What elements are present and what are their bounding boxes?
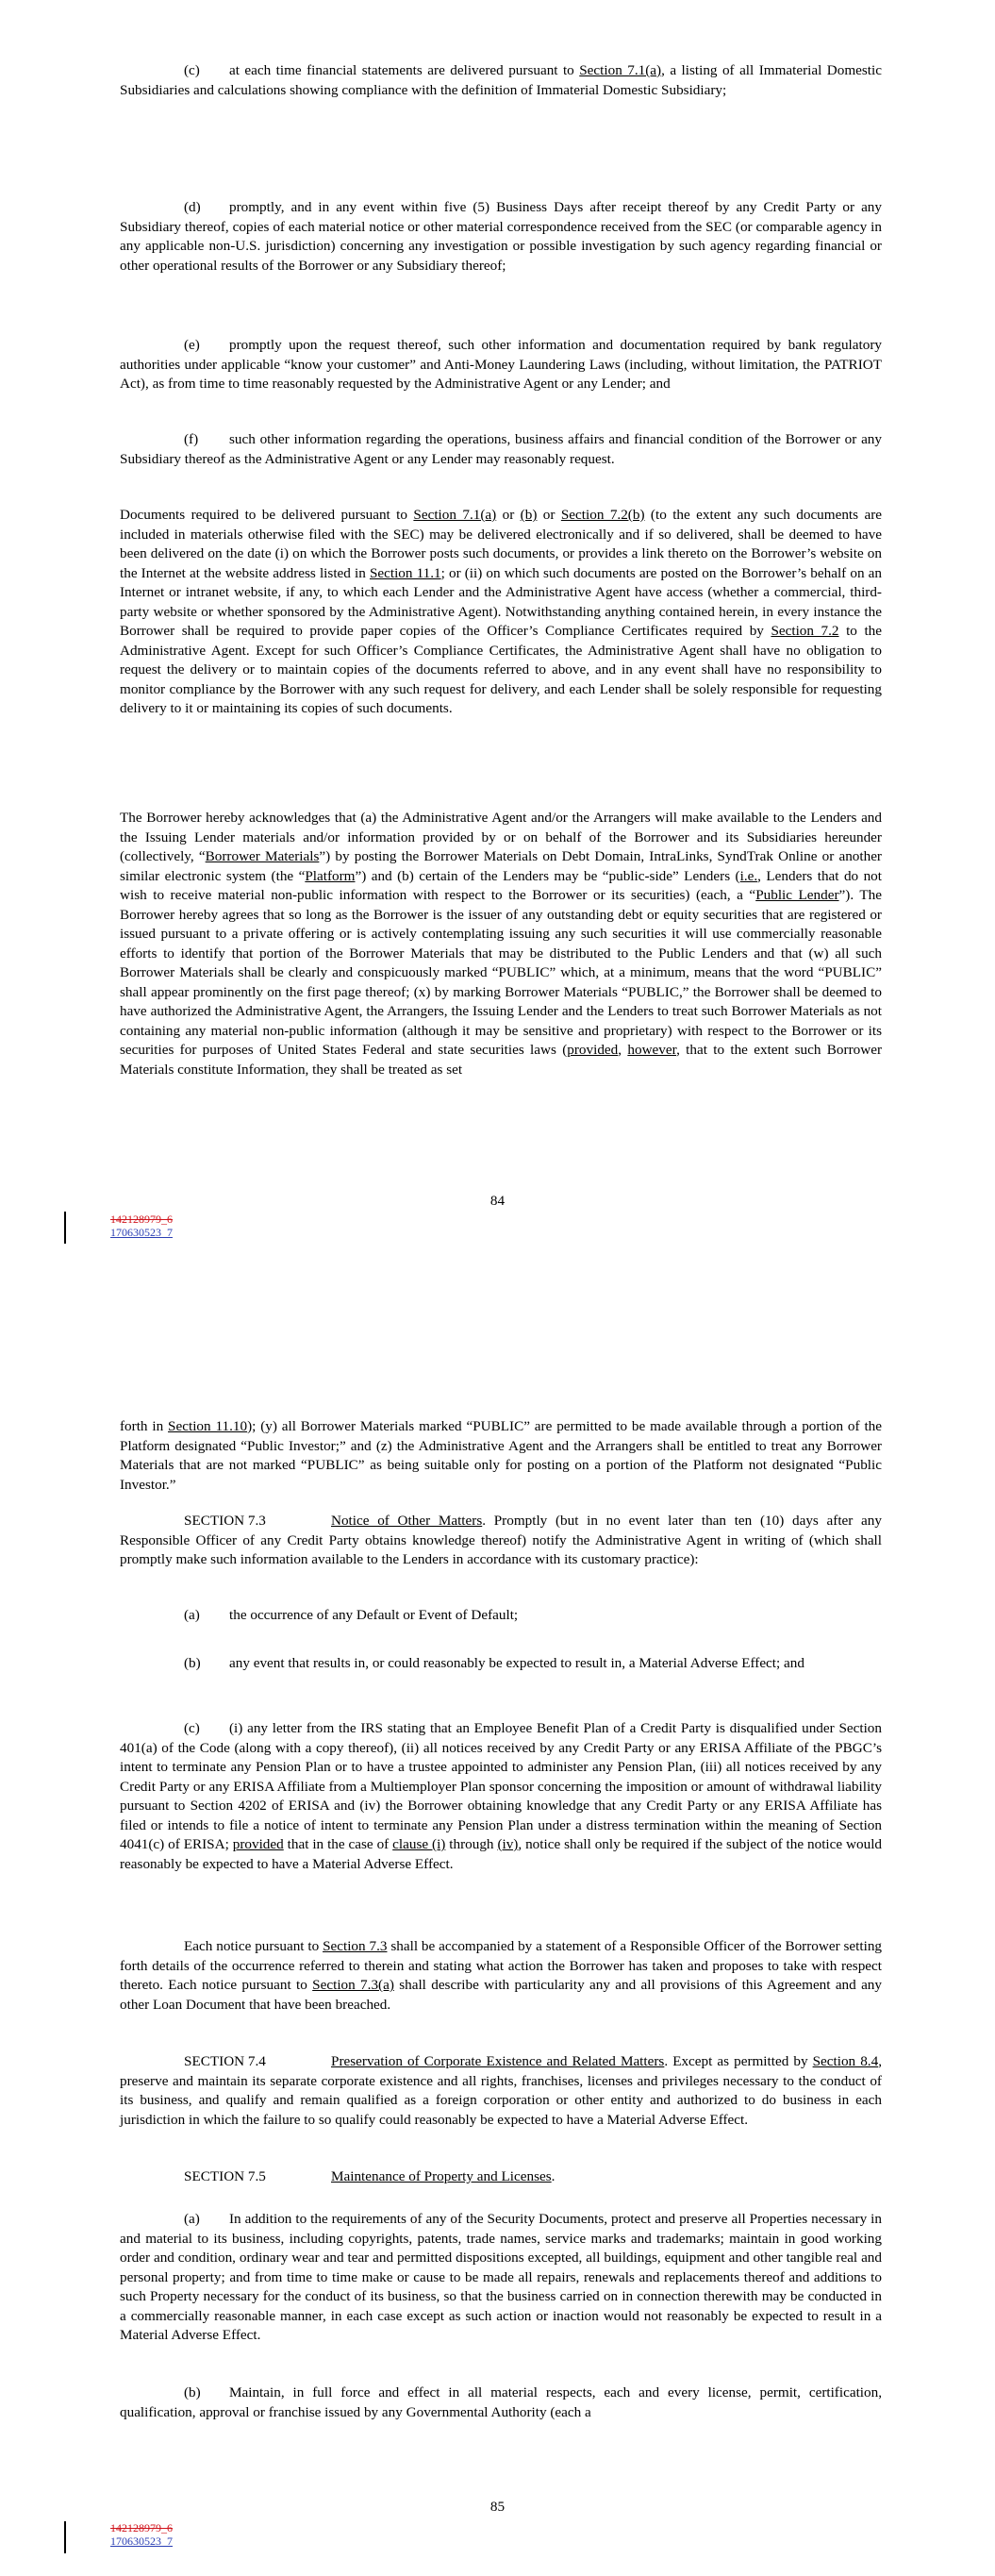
defined-term: Platform	[305, 867, 356, 884]
document-id-footer	[110, 2521, 173, 2548]
item-d-label: (d)	[184, 199, 201, 215]
item-b-label: (b)	[184, 2384, 201, 2400]
clause-ref[interactable]: (iv)	[497, 1836, 519, 1852]
section-ref[interactable]: Section 7.1(a)	[579, 62, 662, 78]
section-ref[interactable]: Section 11.10	[168, 1418, 248, 1434]
page-number: 84	[489, 1193, 506, 1209]
item-f-paragraph: (f) such other information regarding the operations, business affairs and financial condition of the Borrower or any Subsidiary thereof as the Administrative Agent or any Lender may reasonably request.	[120, 431, 882, 467]
ie-term: i.e.	[739, 867, 758, 884]
item-c-label: (c)	[184, 1720, 200, 1736]
defined-term: Public Lender	[755, 887, 839, 903]
item-e-paragraph: (e) promptly upon the request thereof, such other information and documentation required by bank regulatory authorities under applicable “know your customer” and Anti-Money Laundering Laws (including, without limitation, the PATRIOT Act), as from time to time reasonably requested by the Administrative Agent or any Lender; and	[120, 337, 882, 392]
s75-item-b-paragraph: (b) Maintain, in full force and effect in all material respects, each and every license, permit, certification, qualification, approval or franchise issued by any Governmental Authority (each a	[120, 2384, 882, 2420]
old-doc-id: 142128979_6	[110, 2521, 173, 2534]
item-c-paragraph: (c) at each time financial statements are delivered pursuant to Section 7.1(a), a listing of all Immaterial Domestic Subsidiaries and calculations showing compliance with the definition of Immaterial Domestic Subsidiary;	[120, 62, 882, 98]
section-ref[interactable]: Section 11.1	[369, 564, 441, 581]
section-ref[interactable]: Section 7.3(a)	[312, 1977, 394, 1993]
section-number: SECTION 7.5	[184, 2168, 266, 2184]
item-c-label: (c)	[184, 62, 200, 78]
s73-item-a-paragraph: (a) the occurrence of any Default or Event of Default;	[120, 1606, 882, 1626]
old-doc-id: 142128979_6	[110, 1213, 173, 1226]
item-d-paragraph: (d) promptly, and in any event within five (5) Business Days after receipt thereof by any Credit Party or any Subsidiary thereof, copies of each material notice or other material correspondence received from the SEC (or comparable agency in any applicable non-U.S. jurisdiction) concerning any investigation or possible investigation by such agency regarding financial or other operational results of the Borrower or any Subsidiary thereof;	[120, 199, 882, 274]
continuation-paragraph: forth in Section 11.10); (y) all Borrower Materials marked “PUBLIC” are permitted to be made available through a portion of the Platform designated “Public Investor;” and (z) the Administrative Agent and the Arrangers shall be entitled to treat any Borrower Materials that are not marked “PUBLIC” as being suitable only for posting on a portion of the Platform not designated “Public Investor.”	[120, 1418, 882, 1493]
section-number: SECTION 7.3	[184, 1513, 266, 1529]
section-7-5-heading: SECTION 7.5 Maintenance of Property and Licenses.	[120, 2167, 882, 2187]
section-number: SECTION 7.4	[184, 2053, 266, 2069]
new-doc-id[interactable]: 170630523_7	[110, 2534, 173, 2548]
however-term: however	[627, 1042, 677, 1058]
clause-ref[interactable]: clause (i)	[392, 1836, 446, 1852]
section-ref[interactable]: Section 7.3	[323, 1938, 388, 1954]
provided-term: provided	[232, 1836, 284, 1852]
section-7-4-paragraph: SECTION 7.4 Preservation of Corporate Existence and Related Matters. Except as permitted by Section 8.4, preserve and maintain its separate corporate existence and all rights, franchises, licenses and privileges necessary to the conduct of its business, and qualify and remain qualified as a foreign corporation or other entity and authorized to do business in each jurisdiction in which the failure to so qualify could reasonably be expected to have a Material Adverse Effect.	[120, 2053, 882, 2128]
section-7-3-paragraph: SECTION 7.3 Notice of Other Matters. Promptly (but in no event later than ten (10) days after any Responsible Officer of any Credit Party obtains knowledge thereof) notify the Administrative Agent in writing of (which shall promptly make such information available to the Lenders in accordance with its customary practice):	[120, 1513, 882, 1567]
section-title: Preservation of Corporate Existence and Related Matters	[331, 2053, 665, 2069]
borrower-materials-paragraph: The Borrower hereby acknowledges that (a) the Administrative Agent and/or the Arrangers will make available to the Lenders and the Issuing Lender materials and/or information provided by or on behalf of the Borrower and its Subsidiaries hereunder (collectively, “Borrower Materials”) by posting the Borrower Materials on Debt Domain, IntraLinks, SyndTrak Online or another similar electronic system (the “Platform”) and (b) certain of the Lenders may be “public-side” Lenders (i.e., Lenders that do not wish to receive material non-public information with respect to the Borrower or its securities) (each, a “Public Lender”). The Borrower hereby agrees that so long as the Borrower is the issuer of any outstanding debt or equity securities that are registered or issued pursuant to a private offering or is actively contemplating issuing any such securities it will use commercially reasonable efforts to identify that portion of the Borrower Materials that may be distributed to the Public Lenders and that (w) all such Borrower Materials shall be clearly and conspicuously marked “PUBLIC” which, at a minimum, means that the word “PUBLIC” shall appear prominently on the first page thereof; (x) by marking Borrower Materials “PUBLIC,” the Borrower shall be deemed to have authorized the Administrative Agent, the Arrangers, the Issuing Lender and the Lenders to treat such Borrower Materials as not containing any material non-public information (although it may be sensitive and proprietary) with respect to the Borrower or its securities for purposes of United States Federal and state securities laws (provided, however, that to the extent such Borrower Materials constitute Information, they shall be treated as set	[120, 810, 883, 1078]
defined-term: Borrower Materials	[205, 848, 320, 864]
section-ref[interactable]: Section 7.1(a)	[413, 507, 497, 523]
item-a-label: (a)	[184, 2211, 200, 2227]
section-title: Notice of Other Matters	[331, 1513, 483, 1529]
provided-term: provided	[567, 1042, 619, 1058]
s73-item-b-paragraph: (b) any event that results in, or could reasonably be expected to result in, a Material Adverse Effect; and	[120, 1654, 882, 1674]
each-notice-paragraph: Each notice pursuant to Section 7.3 shall be accompanied by a statement of a Responsible Officer of the Borrower setting forth details of the occurrence referred to therein and stating what action the Borrower has taken and proposes to take with respect thereto. Each notice pursuant to Section 7.3(a) shall describe with particularity any and all provisions of this Agreement and any other Loan Document that have been breached.	[120, 1938, 883, 2013]
s73-item-c-paragraph: (c) (i) any letter from the IRS stating that an Employee Benefit Plan of a Credit Party is disqualified under Section 401(a) of the Code (along with a copy thereof), (ii) all notices received by any Credit Party or any ERISA Affiliate of the PBGC’s intent to terminate any Pension Plan or to have a trustee appointed to administer any Pension Plan, (iii) all notices received by any Credit Party or any ERISA Affiliate from a Multiemployer Plan sponsor concerning the imposition or amount of withdrawal liability pursuant to Section 4202 of ERISA and (iv) the Borrower obtaining knowledge that any Credit Party or any ERISA Affiliate has filed or intends to file a notice of intent to terminate any Pension Plan under a distress termination within the meaning of Section 4041(c) of ERISA; provided that in the case of clause (i) through (iv), notice shall only be required if the subject of the notice would reasonably be expected to have a Material Adverse Effect.	[120, 1720, 883, 1872]
item-b-label: (b)	[184, 1655, 201, 1671]
item-f-label: (f)	[184, 431, 199, 447]
section-ref[interactable]: Section 7.2(b)	[560, 507, 645, 523]
section-title: Maintenance of Property and Licenses	[331, 2168, 552, 2184]
s75-item-a-paragraph: (a) In addition to the requirements of any of the Security Documents, protect and preserve all Properties necessary in and material to its business, including copyrights, patents, trade names, service marks and trademarks; maintain in good working order and condition, ordinary wear and tear and permitted dispositions excepted, all buildings, equipment and other tangible real and personal property; and from time to time make or cause to be made all repairs, renewals and replacements thereof and additions to such Property necessary for the conduct of its business, so that the business carried on in connection therewith may be conducted in a commercially reasonable manner, in each case except as such action or inaction would not reasonably be expected to result in a Material Adverse Effect.	[120, 2211, 882, 2343]
section-ref[interactable]: Section 8.4	[812, 2053, 879, 2069]
page-number: 85	[489, 2499, 506, 2515]
item-e-label: (e)	[184, 337, 200, 353]
section-ref[interactable]: Section 7.2	[771, 623, 839, 639]
item-a-label: (a)	[184, 1607, 200, 1623]
section-ref[interactable]: (b)	[520, 507, 538, 523]
document-id-footer	[110, 1213, 173, 1239]
documents-delivery-paragraph: Documents required to be delivered pursuant to Section 7.1(a) or (b) or Section 7.2(b) (to the extent any such documents are included in materials otherwise filed with the SEC) may be delivered electronically and if so delivered, shall be deemed to have been delivered on the date (i) on which the Borrower posts such documents, or provides a link thereto on the Borrower’s website on the Internet at the website address listed in Section 11.1; or (ii) on which such documents are posted on the Borrower’s behalf on an Internet or intranet website, if any, to which each Lender and the Administrative Agent have access (whether a commercial, third-party website or whether sponsored by the Administrative Agent). Notwithstanding anything contained herein, in every instance the Borrower shall be required to provide paper copies of the Officer’s Compliance Certificates required by Section 7.2 to the Administrative Agent. Except for such Officer’s Compliance Certificates, the Administrative Agent shall have no obligation to request the delivery or to maintain copies of the documents referred to above, and in any event shall have no responsibility to monitor compliance by the Borrower with any such request for delivery, and each Lender shall be solely responsible for requesting delivery to it or maintaining its copies of such documents.	[120, 507, 883, 716]
change-bar	[64, 1212, 66, 1244]
new-doc-id[interactable]: 170630523_7	[110, 1226, 173, 1239]
change-bar	[64, 2521, 66, 2553]
